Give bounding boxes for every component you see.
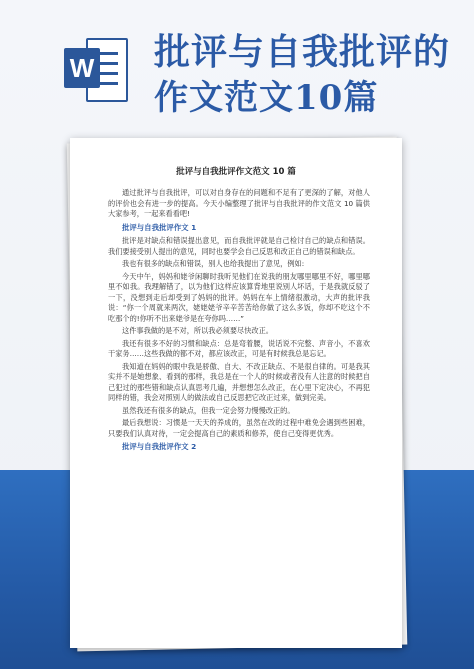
paragraph: 我还有很多不好的习惯和缺点：总是弯着腰，说话说不完整、声音小，不喜欢干家务……这些我做的都不对，都应该改正，可是有时候我总是忘记。 (108, 338, 370, 358)
paragraph: 批评是对缺点和错误提出意见，而自我批评就是自己检讨自己的缺点和错误。我们要接受别人提出的意见，同时也要学会自己反思和改正自己的错误和缺点。 (108, 236, 370, 256)
paragraph: 最后我想说：习惯是一天天的养成的，虽然在改的过程中难免会遇到些困难，只要我们认真对待，一定会提高自己的素质和修养，使自己变得更优秀。 (108, 418, 370, 438)
cover-title-line1: 批评与自我批评的 (154, 31, 451, 73)
paragraph: 今天中午，妈妈和姥爷闲聊时我听见他们在说我的朋友哪里哪里不好，哪里哪里不如我。我理解错了，以为他们这样应该算背地里说别人坏话，于是我就反驳了一下，没想到走后却受到了妈妈的批评。妈妈在车上情绪很激动，大声的批评我说：“你一个周就来两次，姥姥姥爷辛辛苦苦给你做了这么多饭，你却不吃这个不吃那个的!你听不出来姥爷是在夸你吗……” (108, 271, 370, 323)
word-document-icon (64, 34, 126, 104)
intro-paragraph: 通过批评与自我批评，可以对自身存在的问题和不足有了更深的了解，对他人的评价也会有进一步的提高。今天小编整理了批评与自我批评的作文范文 10 篇供大家参考，一起来看看吧! (108, 188, 370, 218)
document-body (108, 188, 370, 456)
paragraph: 我知道在妈妈的眼中我是骄傲、自大、不改正缺点、不是很自律的。可是我其实并不是她想象、看到的那样，我总是在一个人的时候或者没有人注意的时候把自己犯过的那些错和缺点认真思考几遍，并想想怎么改正，在心里下定决心，不再犯同样的错，我会对照别人的做法或自己反思把它改正过来，做到完美。 (108, 361, 370, 402)
paragraph: 虽然我还有很多的缺点，但我一定会努力慢慢改正的。 (122, 405, 295, 415)
cover-title-line2: 作文范文10篇 (154, 78, 379, 118)
paragraph: 我也有很多的缺点和错误，别人也给我提出了意见，例如: (122, 259, 305, 268)
section-heading: 批评与自我批评作文 2 (122, 442, 197, 451)
word-icon-badge: W (64, 48, 100, 88)
section-heading: 批评与自我批评作文 1 (122, 222, 197, 232)
document-page (70, 138, 402, 648)
paragraph: 这件事我做的是不对，所以我必须要尽快改正。 (122, 326, 273, 335)
document-title: 批评与自我批评作文范文 10 篇 (176, 167, 296, 177)
